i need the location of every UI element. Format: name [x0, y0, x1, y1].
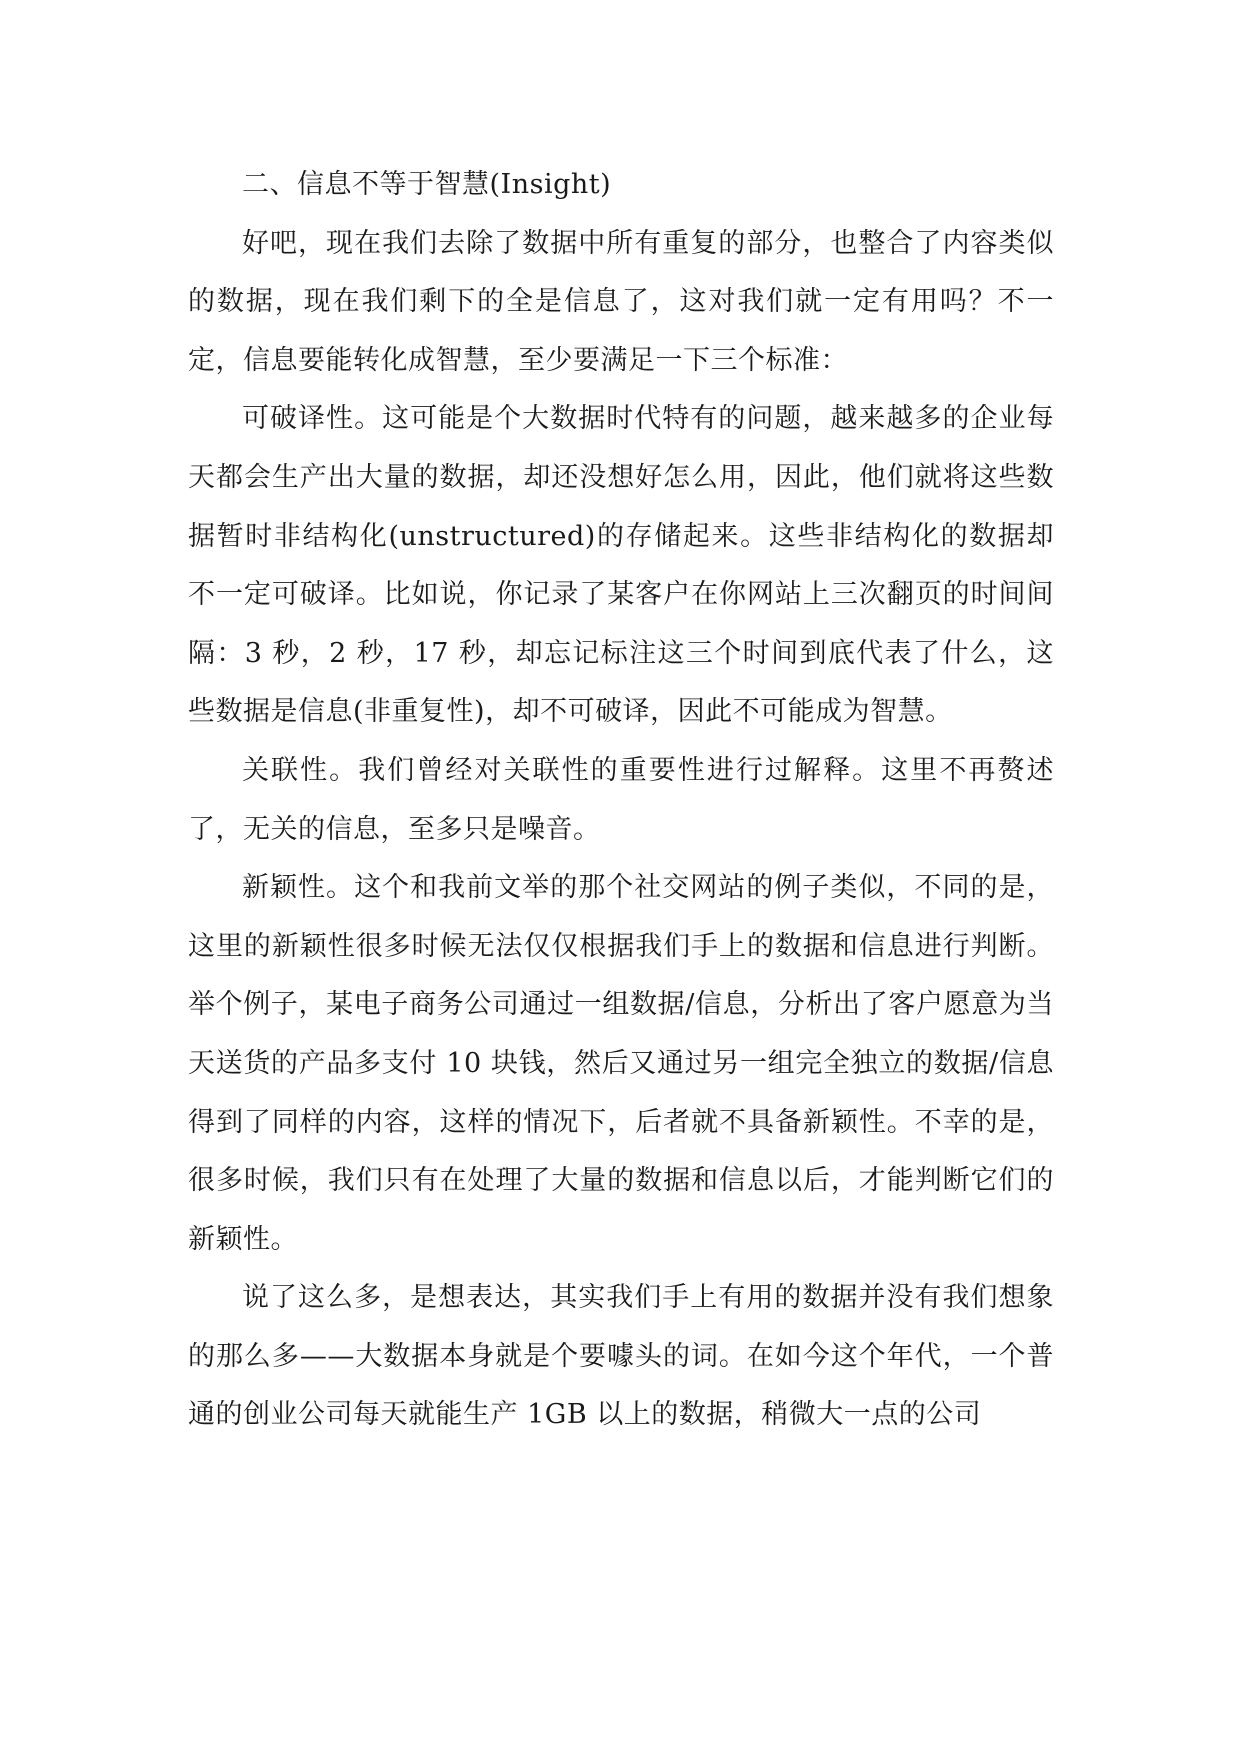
- document-body: [188, 156, 1054, 1445]
- paragraph-conclusion: 说了这么多，是想表达，其实我们手上有用的数据并没有我们想象的那么多——大数据本身就是个要噱头的词。在如今这个年代，一个普通的创业公司每天就能生产 1GB 以上的数据，稍微大一点的公司: [188, 1282, 1054, 1431]
- paragraph-relevance: 关联性。我们曾经对关联性的重要性进行过解释。这里不再赘述了，无关的信息，至多只是噪音。: [188, 754, 1054, 845]
- paragraph-intro: 好吧，现在我们去除了数据中所有重复的部分，也整合了内容类似的数据，现在我们剩下的全是信息了，这对我们就一定有用吗？不一定，信息要能转化成智慧，至少要满足一下三个标准：: [188, 227, 1054, 376]
- paragraph-novelty: 新颖性。这个和我前文举的那个社交网站的例子类似，不同的是，这里的新颖性很多时候无法仅仅根据我们手上的数据和信息进行判断。举个例子，某电子商务公司通过一组数据/信息，分析出了客户愿意为当天送货的产品多支付 10 块钱，然后又通过另一组完全独立的数据/信息得到了同样的内容，这样的情况下，后者就不具备新颖性。不幸的是，很多时候，我们只有在处理了大量的数据和信息以后，才能判断它们的新颖性。: [188, 872, 1054, 1255]
- paragraph-decipherability: 可破译性。这可能是个大数据时代特有的问题，越来越多的企业每天都会生产出大量的数据，却还没想好怎么用，因此，他们就将这些数据暂时非结构化(unstructured)的存储起来。这些非结构化的数据却不一定可破译。比如说，你记录了某客户在你网站上三次翻页的时间间隔：3 秒，2 秒，17 秒，却忘记标注这三个时间到底代表了什么，这些数据是信息(非重复性)，却不可破译，因此不可能成为智慧。: [188, 403, 1054, 728]
- section-heading: 二、信息不等于智慧(Insight): [242, 169, 612, 200]
